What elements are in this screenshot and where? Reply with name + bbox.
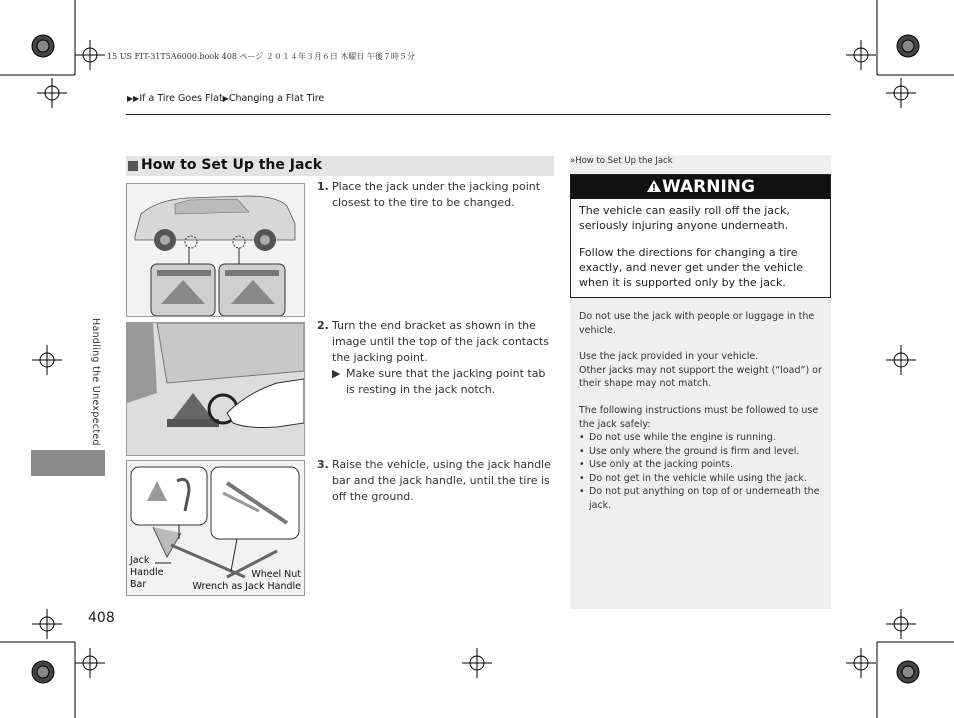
reference-icon: » <box>570 156 576 166</box>
step-subnote <box>332 366 555 398</box>
label-wrench-line: Wrench as Jack Handle <box>192 581 301 592</box>
print-header: 15 US FIT-31T5A6000.book 408 ページ ２０１４年３月６日 木曜日 午後７時５分 <box>107 52 415 61</box>
step-3 <box>317 457 555 505</box>
step-text: Turn the end bracket as shown in the image until the top of the jack contacts the jacking point. <box>332 319 549 364</box>
side-chapter-label: Handling the Unexpected <box>90 318 101 446</box>
car-illustration <box>127 184 304 316</box>
warning-text-2: Follow the directions for changing a tire exactly, and never get under the vehicle when it is supported only by the jack. <box>579 246 803 289</box>
breadcrumb <box>127 93 324 104</box>
step-number: 1. <box>317 180 329 193</box>
warning-triangle-icon <box>646 179 662 193</box>
note-line: Other jacks may not support the weight (“load”) or their shape may not match. <box>579 364 822 389</box>
bullet-item: • Use only at the jacking points. <box>579 458 824 472</box>
note-people-luggage: Do not use the jack with people or luggage in the vehicle. <box>579 311 815 336</box>
page-number: 408 <box>88 610 115 626</box>
figure-turn-bracket <box>126 322 305 456</box>
warning-text-1: The vehicle can easily roll off the jack, seriously injuring anyone underneath. <box>579 204 790 232</box>
label-handle-line: Handle <box>130 567 164 578</box>
bullet-item: • Do not use while the engine is running. <box>579 431 824 445</box>
step-number: 3. <box>317 458 329 471</box>
figure-jack-handle <box>126 460 305 596</box>
bullet-item: • Do not put anything on top of or underneath the jack. <box>579 485 824 512</box>
triangle-right-icon: ▶ <box>332 367 341 380</box>
note-line: Use the jack provided in your vehicle. <box>579 351 759 362</box>
step-text: Place the jack under the jacking point closest to the tire to be changed. <box>332 180 541 209</box>
warning-box <box>570 174 831 298</box>
step-1 <box>317 179 555 211</box>
label-jack-line: Jack <box>130 555 150 566</box>
note-use-provided-jack <box>579 350 824 391</box>
breadcrumb-separator: ▶ <box>222 94 229 103</box>
breadcrumb-arrows: ▶▶ <box>127 94 140 103</box>
warning-title: WARNING <box>662 177 755 197</box>
section-title: How to Set Up the Jack <box>141 157 323 173</box>
panel-reference-title: How to Set Up the Jack <box>575 156 673 166</box>
step-text: Raise the vehicle, using the jack handle bar and the jack handle, until the tire is off the ground. <box>332 458 551 503</box>
figure-jacking-points <box>126 183 305 317</box>
bullet-item: • Do not get in the vehicle while using the jack. <box>579 472 824 486</box>
header-rule <box>126 114 831 115</box>
warning-header <box>571 175 830 199</box>
chapter-tab[interactable] <box>31 450 105 476</box>
step-subnote-text: Make sure that the jacking point tab is resting in the jack notch. <box>346 367 546 396</box>
section-square-icon <box>128 161 138 171</box>
label-wheel-nut-wrench <box>193 569 301 593</box>
note-safety-instructions <box>579 404 824 512</box>
step-number: 2. <box>317 319 329 332</box>
bullet-item: • Use only where the ground is firm and level. <box>579 445 824 459</box>
breadcrumb-item-changing-tire[interactable]: Changing a Flat Tire <box>228 93 325 104</box>
breadcrumb-item-flat-tire[interactable]: If a Tire Goes Flat <box>139 93 223 104</box>
label-wheel-nut-line: Wheel Nut <box>251 569 301 580</box>
panel-reference[interactable] <box>570 156 673 166</box>
label-jack-handle-bar <box>130 555 164 591</box>
step-2 <box>317 318 555 398</box>
note-intro: The following instructions must be followed to use the jack safely: <box>579 405 819 430</box>
label-bar-line: Bar <box>130 579 147 590</box>
section-heading <box>126 156 554 176</box>
jack-turning-illustration <box>127 323 304 455</box>
